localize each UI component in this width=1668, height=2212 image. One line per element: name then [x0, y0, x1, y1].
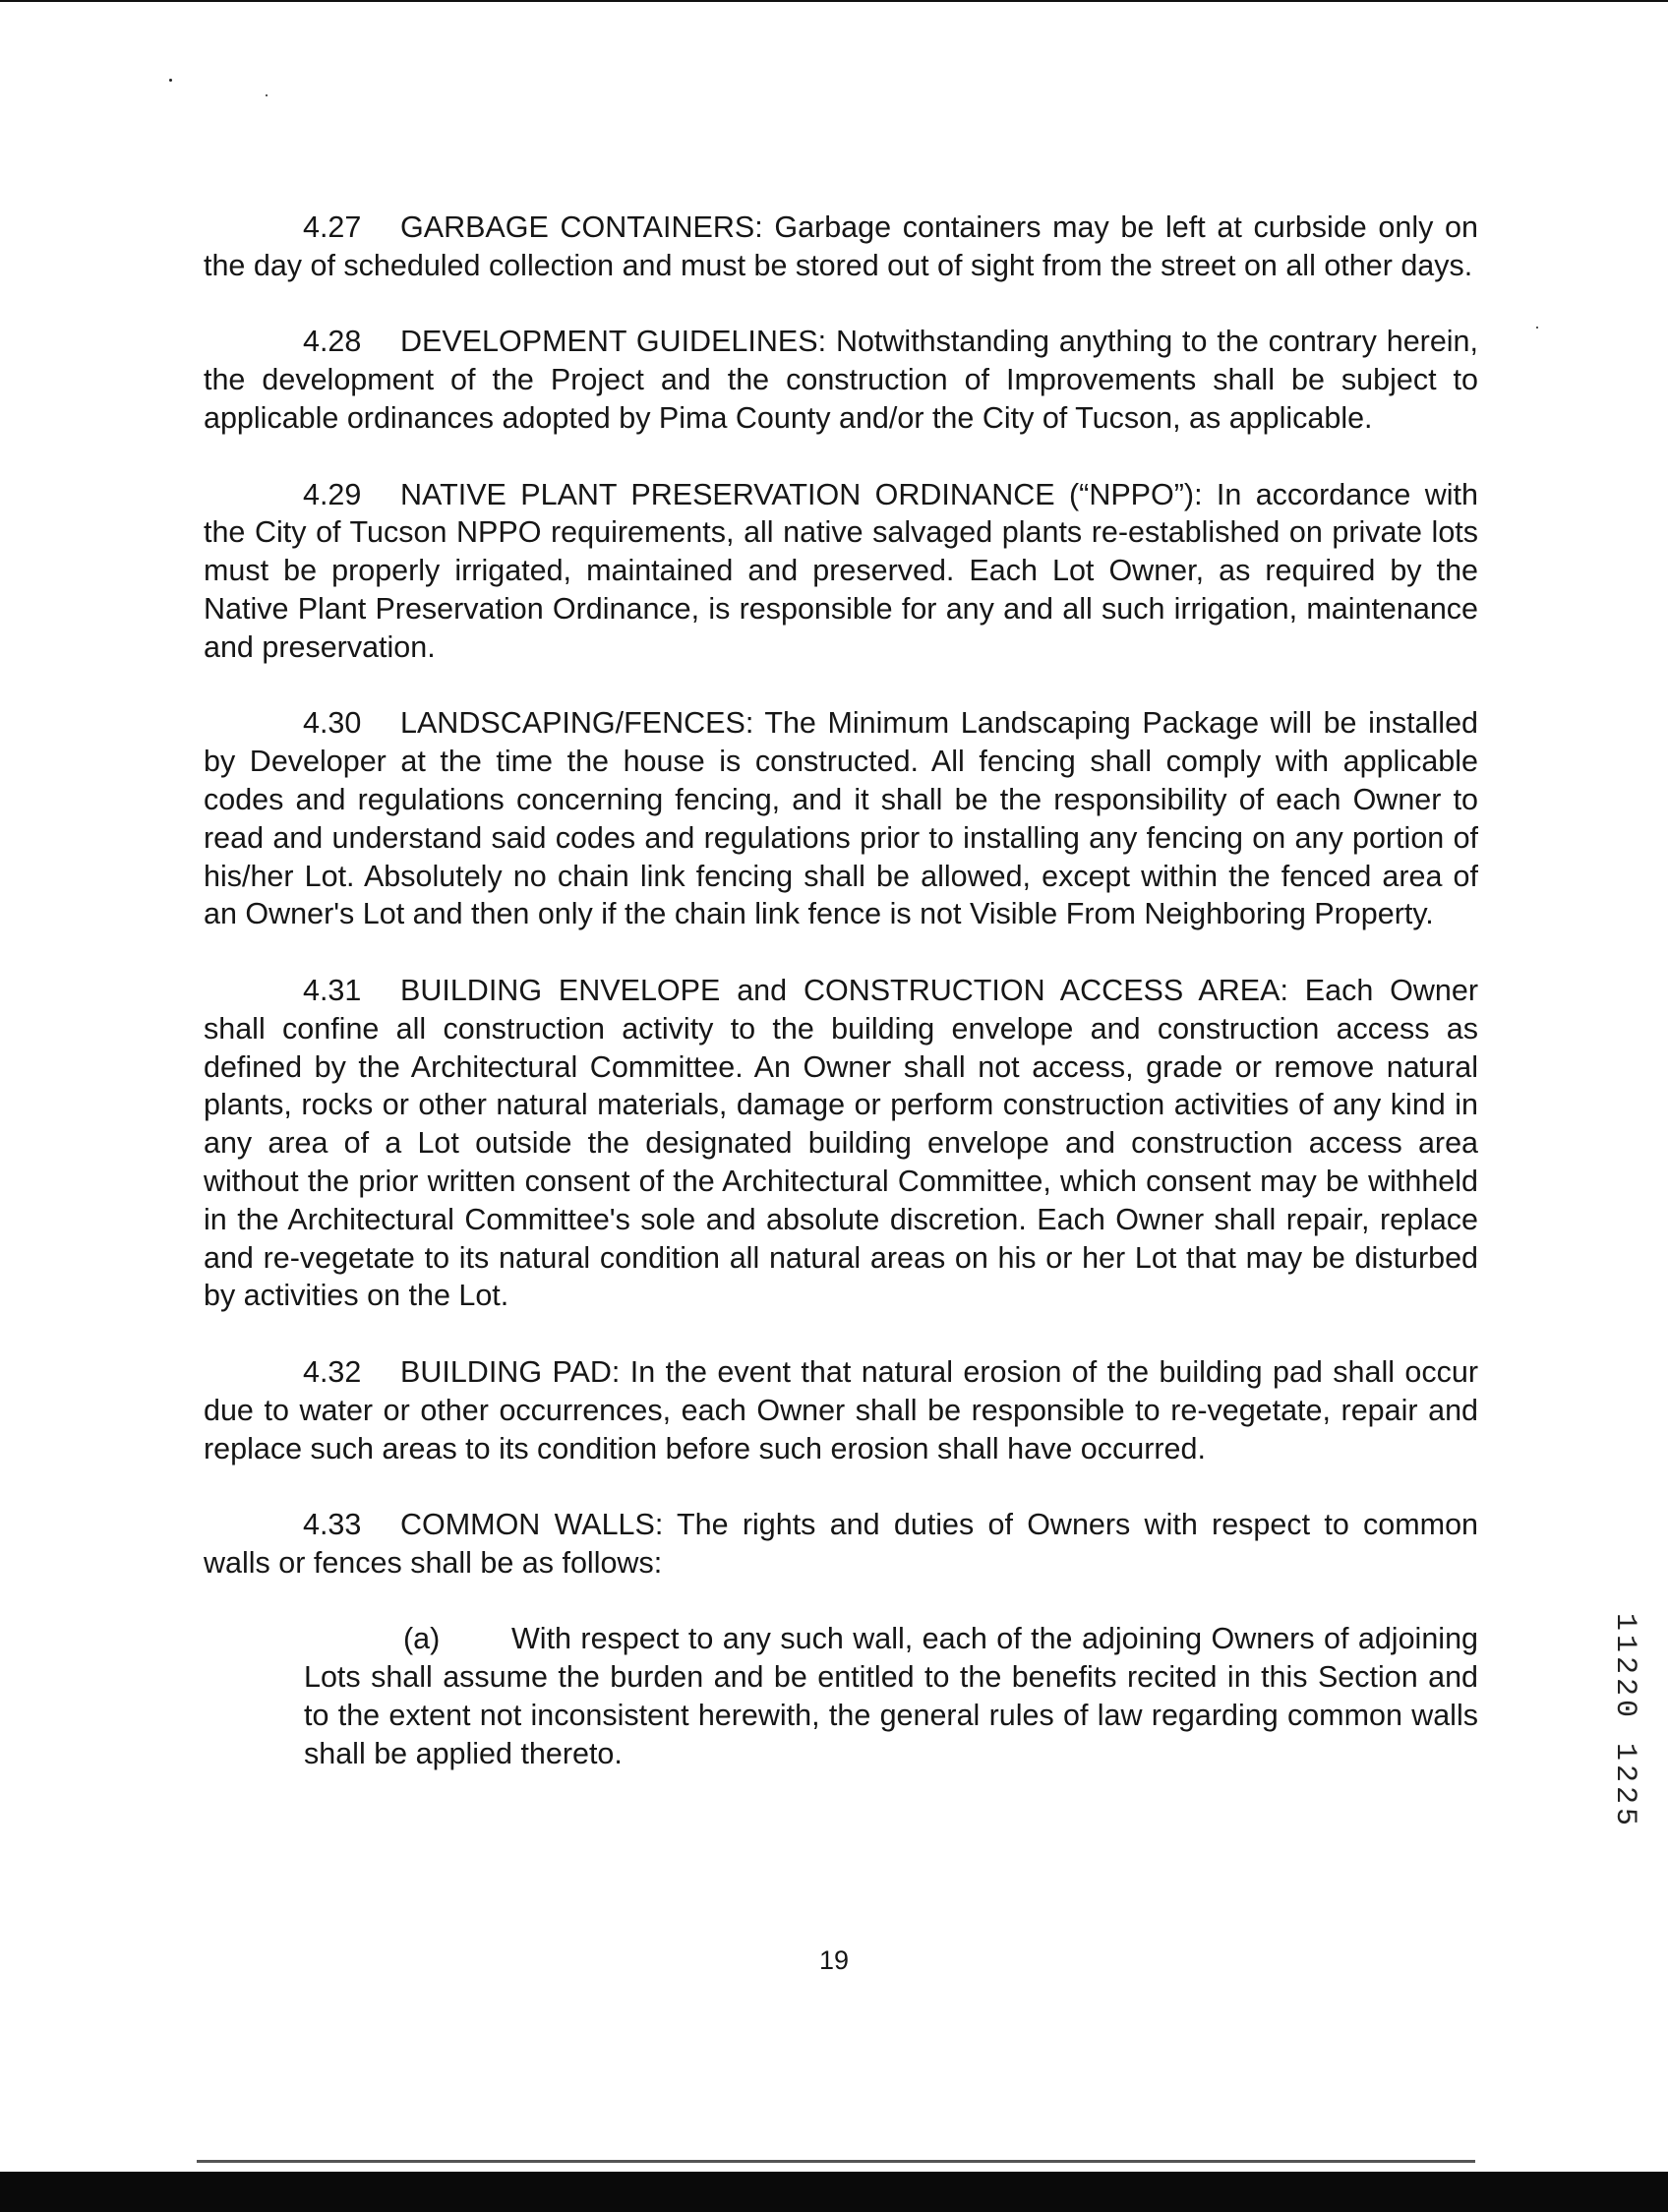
- recording-stamp-text: 11220 1225: [1608, 1612, 1641, 1830]
- section-number: 4.28: [303, 325, 362, 359]
- subsection-a: [304, 1620, 1478, 1772]
- section-4-31: [204, 972, 1478, 1315]
- section-number: 4.31: [303, 973, 362, 1007]
- subsection-text: With respect to any such wall, each of the adjoining Owners of adjoining Lots shall assume the burden and be entitled to the benefits recited in this Section and to the extent not inconsistent herewith, the general rules of law regarding common walls shall be applied thereto.: [304, 1622, 1478, 1770]
- page-number: 19: [818, 1945, 850, 1975]
- section-number: 4.32: [303, 1354, 362, 1389]
- scan-bottom-band: [0, 2172, 1668, 2212]
- subsection-label: (a): [403, 1622, 441, 1656]
- section-text: COMMON WALLS: The rights and duties of Owners with respect to common walls or fences shall be as follows:: [204, 1508, 1478, 1580]
- section-number: 4.29: [303, 477, 362, 511]
- section-4-32: [204, 1353, 1478, 1467]
- scan-bottom-edge: [197, 2160, 1475, 2163]
- document-body: [204, 209, 1478, 1773]
- scan-speck: [169, 79, 172, 82]
- recording-stamp: [1605, 1559, 1644, 1883]
- section-number: 4.30: [303, 706, 362, 741]
- section-text: DEVELOPMENT GUIDELINES: Notwithstanding anything to the contrary herein, the development of the Project and the construction of Improvements shall be subject to applicable ordinances adopted by Pima County and/or the City of Tucson, as applicable.: [204, 325, 1478, 435]
- section-4-27: [204, 209, 1478, 285]
- section-4-33: [204, 1506, 1478, 1583]
- scan-speck: [266, 94, 268, 96]
- section-4-29: [204, 476, 1478, 667]
- section-number: 4.33: [303, 1508, 362, 1542]
- section-text: BUILDING PAD: In the event that natural erosion of the building pad shall occur due to water or other occurrences, each Owner shall be responsible to re-vegetate, repair and replace such areas to its condition before such erosion shall have occurred.: [204, 1354, 1478, 1465]
- section-4-28: [204, 323, 1478, 437]
- scan-top-edge: [0, 0, 1668, 2]
- scan-speck: [1536, 327, 1538, 329]
- section-text: LANDSCAPING/FENCES: The Minimum Landscaping Package will be installed by Developer at the time the house is constructed. All fencing shall comply with applicable codes and regulations concerning fencing, and it shall be the responsibility of each Owner to read and understand said codes and regulations prior to installing any fencing on any portion of his/her Lot. Absolutely no chain link fencing shall be allowed, except within the fenced area of an Owner's Lot and then only if the chain link fence is not Visible From Neighboring Property.: [204, 706, 1478, 931]
- section-number: 4.27: [303, 210, 362, 244]
- section-text: GARBAGE CONTAINERS: Garbage containers may be left at curbside only on the day of scheduled collection and must be stored out of sight from the street on all other days.: [204, 210, 1478, 282]
- section-4-30: [204, 704, 1478, 933]
- section-text: BUILDING ENVELOPE and CONSTRUCTION ACCESS AREA: Each Owner shall confine all construction activity to the building envelope and construction access as defined by the Architectural Committee. An Owner shall not access, grade or remove natural plants, rocks or other natural materials, damage or perform construction activities of any kind in any area of a Lot outside the designated building envelope and construction access area without the prior written consent of the Architectural Committee, which consent may be withheld in the Architectural Committee's sole and absolute discretion. Each Owner shall repair, replace and re-vegetate to its natural condition all natural areas on his or her Lot that may be disturbed by activities on the Lot.: [204, 973, 1478, 1313]
- section-text: NATIVE PLANT PRESERVATION ORDINANCE (“NPPO”): In accordance with the City of Tucson NPPO requirements, all native salvaged plants re-established on private lots must be properly irrigated, maintained and preserved. Each Lot Owner, as required by the Native Plant Preservation Ordinance, is responsible for any and all such irrigation, maintenance and preservation.: [204, 477, 1478, 664]
